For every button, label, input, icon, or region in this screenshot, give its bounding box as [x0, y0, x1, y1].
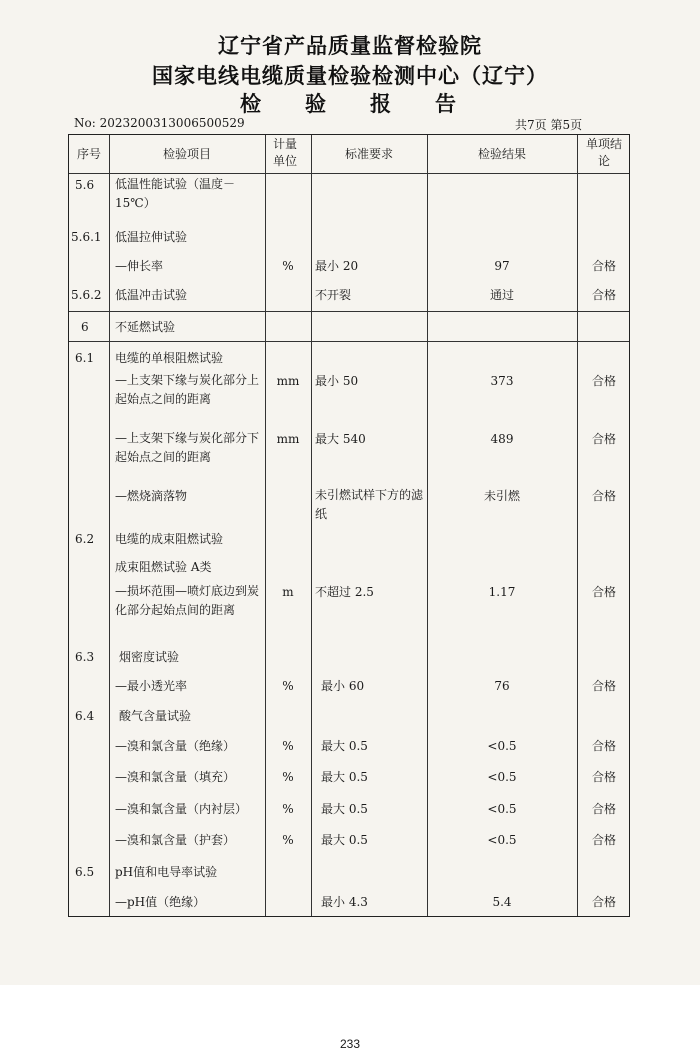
row-item: —溴和氯含量（填充） [115, 770, 236, 784]
row-requirement: 不开裂 [315, 288, 352, 302]
row-item: 电缆的单根阻燃试验 [115, 351, 224, 365]
row-seq: 6.4 [75, 709, 95, 723]
row-requirement: 最大 0.5 [321, 739, 368, 753]
row-unit: % [282, 770, 294, 784]
institute-title: 辽宁省产品质量监督检验院 [218, 34, 482, 58]
row-result: <0.5 [487, 802, 517, 816]
row-seq: 5.6 [75, 178, 95, 192]
row-result: <0.5 [487, 739, 517, 753]
row-conclusion: 合格 [591, 432, 616, 446]
header-unit: 计量单位 [272, 137, 297, 168]
row-conclusion: 合格 [591, 288, 616, 302]
row-conclusion: 合格 [591, 374, 616, 388]
row-seq: 5.6.1 [71, 230, 102, 244]
row-requirement: 最大 0.5 [321, 833, 368, 847]
row-item: —溴和氯含量（护套） [115, 833, 236, 847]
row-result: 489 [490, 432, 514, 446]
row-item: 成束阻燃试验 A类 [115, 560, 212, 574]
row-item: —燃烧滴落物 [115, 489, 188, 503]
row-item: 电缆的成束阻燃试验 [115, 532, 224, 546]
row-result: 未引燃 [483, 489, 520, 503]
row-result: 76 [494, 679, 510, 693]
row-requirement: 最大 0.5 [321, 770, 368, 784]
header-conclusion: 单项结论 [586, 137, 623, 168]
row-seq: 6.3 [75, 650, 95, 664]
row-unit: % [282, 739, 294, 753]
row-item: pH值和电导率试验 [115, 865, 218, 879]
report-title: 检验报告 [240, 92, 500, 116]
row-seq: 5.6.2 [71, 288, 102, 302]
row-item: —损坏范围—喷灯底边到炭化部分起始点间的距离 [115, 584, 260, 617]
row-unit: % [282, 833, 294, 847]
row-item: 低温冲击试验 [115, 288, 188, 302]
row-item: —上支架下缘与炭化部分下起始点之间的距离 [115, 431, 260, 464]
row-result: 97 [494, 259, 510, 273]
row-requirement: 不超过 2.5 [315, 585, 374, 599]
row-conclusion: 合格 [591, 489, 616, 503]
row-item: 低温性能试验（温度－15℃） [115, 177, 236, 210]
report-number: No: 2023200313006500529 [74, 116, 245, 130]
row-item: —pH值（绝缘） [115, 895, 206, 909]
row-seq: 6.1 [75, 351, 95, 365]
row-result: 5.4 [492, 895, 512, 909]
row-unit: % [282, 802, 294, 816]
row-item: 低温拉伸试验 [115, 230, 188, 244]
row-item: 烟密度试验 [119, 650, 180, 664]
row-conclusion: 合格 [591, 259, 616, 273]
row-unit: m [282, 585, 294, 599]
row-item: 不延燃试验 [115, 320, 176, 334]
header-seq: 序号 [76, 147, 101, 161]
page-indicator: 共7页 第5页 [515, 118, 583, 132]
row-requirement: 最小 4.3 [321, 895, 368, 909]
row-requirement: 最大 540 [315, 432, 366, 446]
row-item: —伸长率 [115, 259, 164, 273]
row-requirement: 最大 0.5 [321, 802, 368, 816]
header-result: 检验结果 [477, 147, 526, 161]
row-result: 1.17 [488, 585, 516, 599]
row-requirement: 最小 50 [315, 374, 359, 388]
row-unit: % [282, 679, 294, 693]
row-item: —上支架下缘与炭化部分上起始点之间的距离 [115, 373, 260, 406]
header-item: 检验项目 [162, 147, 211, 161]
inspection-table [68, 134, 630, 917]
row-conclusion: 合格 [591, 739, 616, 753]
row-result: 通过 [489, 288, 514, 302]
row-seq: 6.5 [75, 865, 95, 879]
row-requirement: 最小 20 [315, 259, 359, 273]
row-conclusion: 合格 [591, 585, 616, 599]
row-requirement: 最小 60 [321, 679, 365, 693]
row-item: 酸气含量试验 [119, 709, 192, 723]
row-conclusion: 合格 [591, 895, 616, 909]
row-item: —溴和氯含量（绝缘） [115, 739, 236, 753]
row-seq: 6.2 [75, 532, 95, 546]
center-title: 国家电线电缆质量检验检测中心（辽宁） [152, 64, 548, 88]
row-conclusion: 合格 [591, 833, 616, 847]
row-unit: % [282, 259, 294, 273]
row-item: —最小透光率 [115, 679, 188, 693]
row-conclusion: 合格 [591, 679, 616, 693]
row-item: —溴和氯含量（内衬层） [115, 802, 248, 816]
header-requirement: 标准要求 [344, 147, 393, 161]
row-seq: 6 [81, 320, 89, 334]
row-result: 373 [490, 374, 514, 388]
row-conclusion: 合格 [591, 802, 616, 816]
row-unit: mm [276, 374, 300, 388]
row-result: <0.5 [487, 833, 517, 847]
row-result: <0.5 [487, 770, 517, 784]
page-number: 233 [339, 1037, 361, 1051]
row-unit: mm [276, 432, 300, 446]
row-conclusion: 合格 [591, 770, 616, 784]
row-requirement: 未引燃试样下方的滤纸 [315, 488, 424, 521]
